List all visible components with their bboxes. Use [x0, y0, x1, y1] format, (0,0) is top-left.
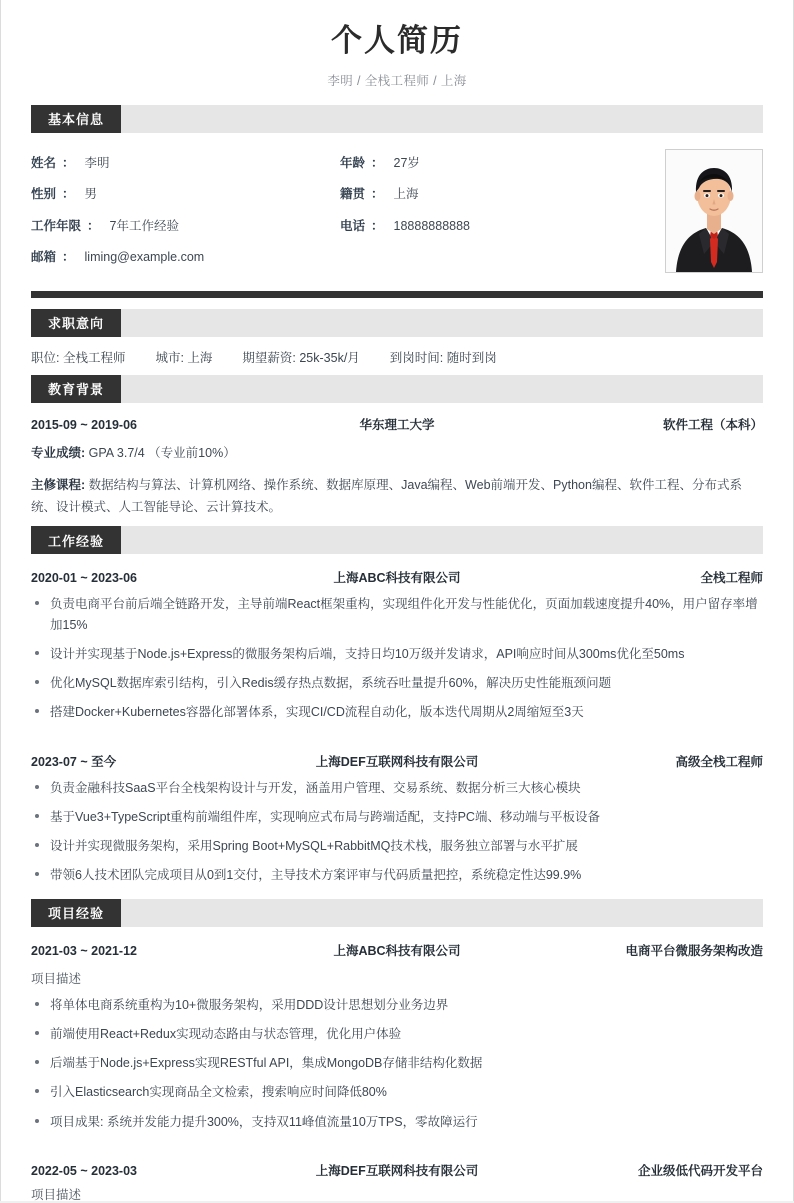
- work-entry: [1, 554, 793, 735]
- list-item: 将单体电商系统重构为10+微服务架构，采用DDD设计思想划分业务边界: [31, 995, 763, 1015]
- education-major: 软件工程（本科）: [662, 417, 763, 432]
- field-colon: ：: [371, 218, 384, 233]
- list-item: 带领6人技术团队完成项目从0到1交付，主导技术方案评审与代码质量把控，系统稳定性达99.9%: [31, 865, 763, 885]
- education-gpa-value: GPA 3.7/4 （专业前10%）: [88, 445, 236, 460]
- project-company: 上海DEF互联网科技有限公司: [315, 1163, 479, 1178]
- intention-availability: 到岗时间: 随时到岗: [389, 350, 497, 365]
- work-date: 2020-01 ~ 2023-06: [31, 571, 137, 586]
- section-title-project-experience: 项目经验: [31, 899, 121, 927]
- list-item: 基于Vue3+TypeScript重构前端组件库，实现响应式布局与跨端适配，支持PC端、移动端与平板设备: [31, 807, 763, 827]
- field-email: [31, 241, 649, 273]
- education-entry-heading: [31, 415, 763, 433]
- section-divider: [31, 291, 763, 298]
- section-title-basic-info: 基本信息: [31, 105, 121, 133]
- field-hometown: [340, 178, 649, 210]
- list-item: 负责金融科技SaaS平台全栈架构设计与开发，涵盖用户管理、交易系统、数据分析三大核心模块: [31, 778, 763, 798]
- field-value: 18888888888: [393, 218, 471, 233]
- education-courses-line: [31, 475, 763, 519]
- education-date: 2015-09 ~ 2019-06: [31, 417, 137, 432]
- page-subtitle: 李明 / 全栈工程师 / 上海: [327, 73, 467, 88]
- field-value: 7年工作经验: [109, 218, 179, 233]
- section-header-project-experience: [31, 899, 763, 927]
- project-name: 电商平台微服务架构改造: [625, 943, 763, 958]
- project-description-label: 项目描述: [31, 1187, 82, 1202]
- project-description-label: 项目描述: [31, 971, 82, 986]
- basic-info-fields: [31, 147, 649, 273]
- intention-city: 城市: 上海: [155, 350, 213, 365]
- field-label: 籍贯: [340, 187, 366, 202]
- field-value: 27岁: [393, 155, 420, 170]
- portrait-photo-icon: [666, 150, 762, 272]
- education-gpa-line: [31, 443, 763, 465]
- field-name: [31, 147, 340, 179]
- work-role: 高级全栈工程师: [675, 754, 763, 769]
- work-bullet-list: [31, 778, 763, 886]
- education-body: [1, 403, 793, 527]
- work-bullet-list: [31, 594, 763, 722]
- project-entry-heading: [31, 941, 763, 959]
- document-header: [1, 0, 793, 105]
- field-colon: ：: [62, 187, 75, 202]
- work-entry: [1, 736, 793, 899]
- field-phone: [340, 210, 649, 242]
- work-role: 全栈工程师: [700, 571, 763, 586]
- project-entry: [1, 927, 793, 1145]
- list-item: 前端使用React+Redux实现动态路由与状态管理，优化用户体验: [31, 1024, 763, 1044]
- education-courses-value: 数据结构与算法、计算机网络、操作系统、数据库原理、Java编程、Web前端开发、Python编程、软件工程、分布式系统、设计模式、人工智能导论、云计算技术。: [31, 477, 742, 514]
- project-company: 上海ABC科技有限公司: [333, 943, 461, 958]
- basic-info-body: [1, 133, 793, 279]
- intention-position: 职位: 全栈工程师: [31, 350, 126, 365]
- field-colon: ：: [371, 155, 384, 170]
- project-entry: [1, 1145, 793, 1201]
- list-item: 设计并实现基于Node.js+Express的微服务架构后端，支持日均10万级并发请求，API响应时间从300ms优化至50ms: [31, 644, 763, 664]
- field-label: 年龄: [340, 155, 366, 170]
- field-value: liming@example.com: [84, 250, 205, 265]
- avatar: [665, 149, 763, 273]
- education-courses-label: 主修课程:: [31, 477, 86, 492]
- education-gpa-label: 专业成绩:: [31, 445, 86, 460]
- field-colon: ：: [62, 250, 75, 265]
- section-header-work-experience: [31, 526, 763, 554]
- education-school: 华东理工大学: [359, 417, 435, 432]
- field-age: [340, 147, 649, 179]
- work-company: 上海ABC科技有限公司: [333, 571, 461, 586]
- work-company: 上海DEF互联网科技有限公司: [315, 754, 479, 769]
- work-date: 2023-07 ~ 至今: [31, 754, 117, 769]
- field-years-of-experience: [31, 210, 340, 242]
- section-title-work-experience: 工作经验: [31, 526, 121, 554]
- field-colon: ：: [62, 155, 75, 170]
- work-entry-heading: [31, 568, 763, 586]
- list-item: 项目成果: 系统并发能力提升300%，支持双11峰值流量10万TPS，零故障运行: [31, 1112, 763, 1132]
- section-header-basic-info: [31, 105, 763, 133]
- intention-salary: 期望薪资: 25k-35k/月: [242, 350, 360, 365]
- field-value: 李明: [84, 155, 110, 170]
- project-entry-heading: [31, 1161, 763, 1179]
- list-item: 优化MySQL数据库索引结构，引入Redis缓存热点数据，系统吞吐量提升60%，解决历史性能瓶颈问题: [31, 673, 763, 693]
- field-label: 工作年限: [31, 218, 82, 233]
- list-item: 负责电商平台前后端全链路开发，主导前端React框架重构，实现组件化开发与性能优化，页面加载速度提升40%，用户留存率增加15%: [31, 594, 763, 635]
- field-label: 姓名: [31, 155, 57, 170]
- section-header-job-intention: [31, 309, 763, 337]
- job-intention-body: [1, 337, 793, 375]
- list-item: 后端基于Node.js+Express实现RESTful API，集成MongoDB存储非结构化数据: [31, 1053, 763, 1073]
- project-name: 企业级低代码开发平台: [637, 1163, 763, 1178]
- field-value: 上海: [393, 187, 419, 202]
- field-label: 性别: [31, 187, 57, 202]
- work-entry-heading: [31, 752, 763, 770]
- field-value: 男: [84, 187, 98, 202]
- project-date: 2021-03 ~ 2021-12: [31, 943, 137, 958]
- field-gender: [31, 178, 340, 210]
- section-title-job-intention: 求职意向: [31, 309, 121, 337]
- field-label: 邮箱: [31, 250, 57, 265]
- project-description-clipped: [31, 1185, 763, 1202]
- field-label: 电话: [340, 218, 366, 233]
- section-title-education: 教育背景: [31, 375, 121, 403]
- page-title: 个人简历: [331, 23, 463, 58]
- list-item: 设计并实现微服务架构，采用Spring Boot+MySQL+RabbitMQ技术栈，服务独立部署与水平扩展: [31, 836, 763, 856]
- field-colon: ：: [371, 187, 384, 202]
- project-bullet-list: [31, 995, 763, 1132]
- project-date: 2022-05 ~ 2023-03: [31, 1163, 137, 1178]
- field-colon: ：: [87, 218, 100, 233]
- list-item: 搭建Docker+Kubernetes容器化部署体系，实现CI/CD流程自动化，版本迭代周期从2周缩短至3天: [31, 702, 763, 722]
- section-header-education: [31, 375, 763, 403]
- list-item: 引入Elasticsearch实现商品全文检索，搜索响应时间降低80%: [31, 1082, 763, 1102]
